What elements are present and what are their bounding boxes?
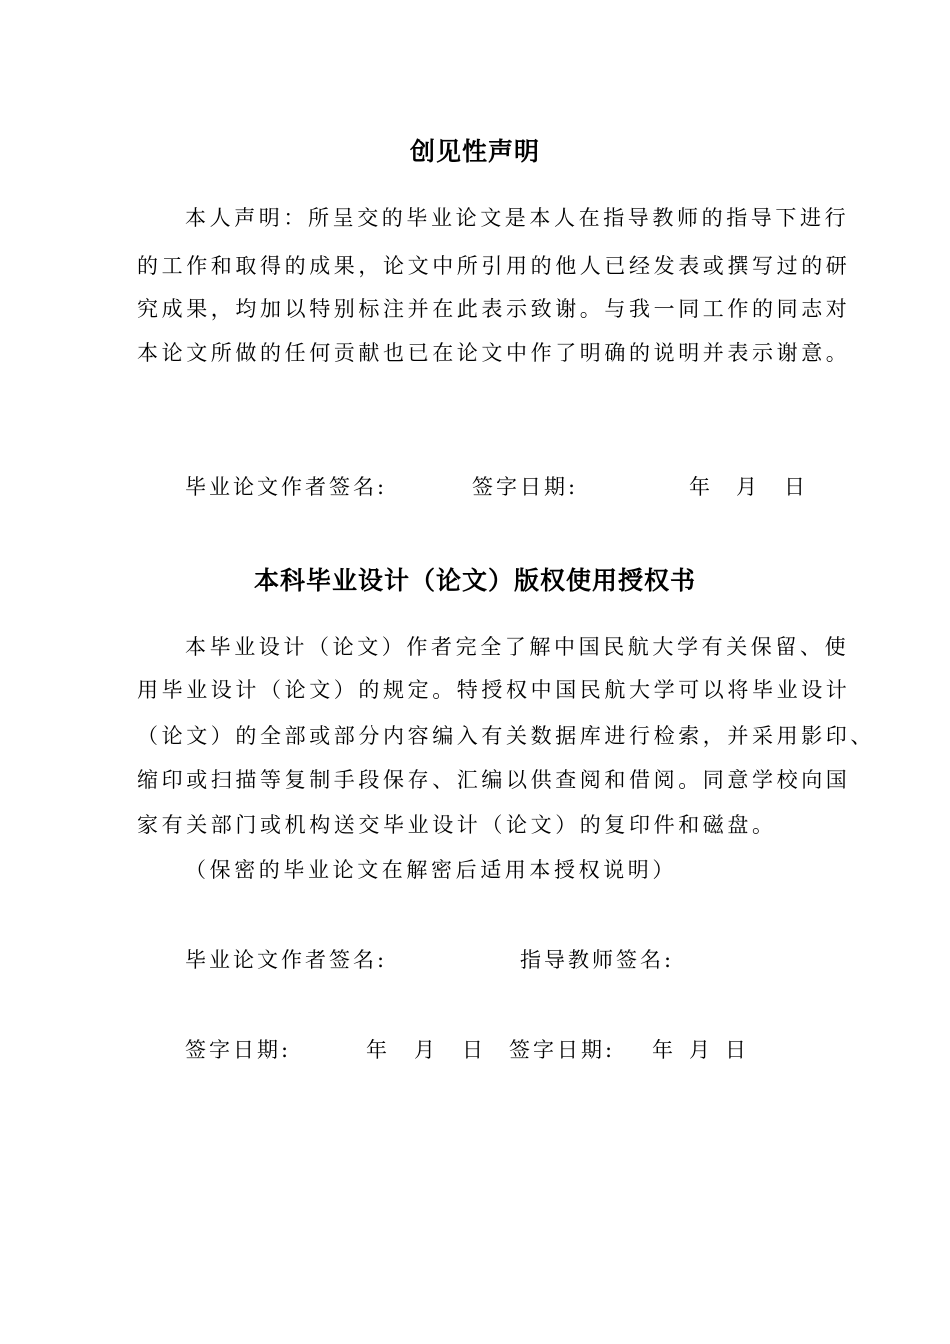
declaration-line-3: 究成果，均加以特别标注并在此表示致谢。与我一同工作的同志对: [137, 297, 851, 321]
authorization-line-3: （论文）的全部或部分内容编入有关数据库进行检索，并采用影印、: [137, 724, 875, 748]
authorization-advisor-year-label: 年: [652, 1038, 676, 1062]
authorization-advisor-sign-label: 指导教师签名:: [520, 948, 675, 972]
authorization-line-5: 家有关部门或机构送交毕业设计（论文）的复印件和磁盘。: [137, 813, 777, 837]
authorization-advisor-date-label: 签字日期:: [509, 1038, 616, 1062]
authorization-line-4: 缩印或扫描等复制手段保存、汇编以供查阅和借阅。同意学校向国: [137, 768, 851, 792]
authorization-author-day-label: 日: [462, 1038, 486, 1062]
authorization-advisor-day-label: 日: [725, 1038, 749, 1062]
authorization-note: （保密的毕业论文在解密后适用本授权说明）: [185, 858, 677, 882]
authorization-author-month-label: 月: [414, 1038, 438, 1062]
authorization-author-year-label: 年: [366, 1038, 390, 1062]
authorization-title: 本科毕业设计（论文）版权使用授权书: [253, 566, 696, 595]
authorization-author-date-label: 签字日期:: [185, 1038, 292, 1062]
declaration-month-label: 月: [736, 475, 760, 499]
declaration-year-label: 年: [689, 475, 713, 499]
declaration-line-2: 的工作和取得的成果，论文中所引用的他人已经发表或撰写过的研: [137, 254, 851, 278]
declaration-date-label: 签字日期:: [472, 475, 579, 499]
authorization-line-2: 用毕业设计（论文）的规定。特授权中国民航大学可以将毕业设计: [137, 678, 851, 702]
declaration-author-sign-label: 毕业论文作者签名:: [185, 475, 388, 499]
authorization-advisor-month-label: 月: [689, 1038, 713, 1062]
authorization-line-1: 本毕业设计（论文）作者完全了解中国民航大学有关保留、使: [185, 635, 850, 659]
declaration-line-4: 本论文所做的任何贡献也已在论文中作了明确的说明并表示谢意。: [137, 341, 851, 365]
declaration-line-1: 本人声明：所呈交的毕业论文是本人在指导教师的指导下进行: [185, 206, 850, 230]
declaration-title: 创见性声明: [409, 137, 540, 166]
authorization-author-sign-label: 毕业论文作者签名:: [185, 948, 388, 972]
declaration-day-label: 日: [784, 475, 808, 499]
